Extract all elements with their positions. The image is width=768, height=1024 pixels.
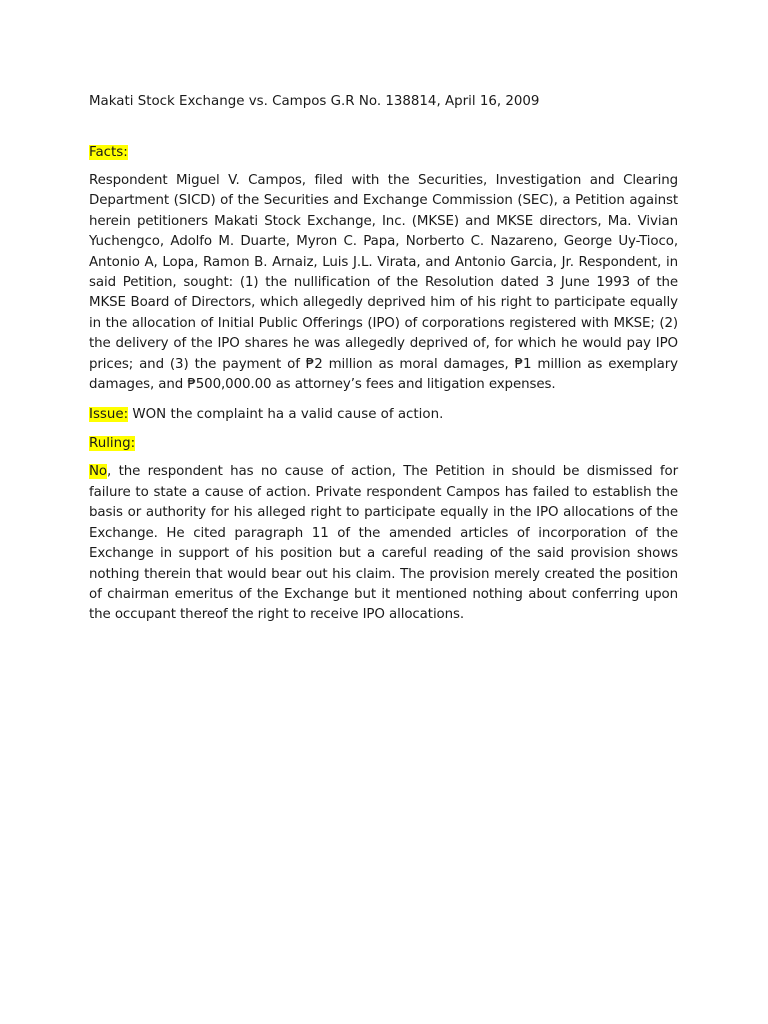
ruling-paragraph bbox=[89, 462, 678, 625]
facts-heading-highlight: Facts: bbox=[89, 145, 128, 160]
issue-line bbox=[89, 405, 678, 425]
ruling-heading bbox=[89, 434, 678, 454]
issue-label: Issue: bbox=[89, 407, 129, 423]
facts-heading bbox=[89, 143, 678, 163]
facts-paragraph: Respondent Miguel V. Campos, filed with the Securities, Investigation and Clearing Department (SICD) of the Securities and Exchange Commission (SEC), a Petition against herein petitioners Makati Stock Exchange, Inc. (MKSE) and MKSE directors, Ma. Vivian Yuchengco, Adolfo M. Duarte, Myron C. Papa, Norberto C. Nazareno, George Uy-Tioco, Antonio A, Lopa, Ramon B. Arnaiz, Luis J.L. Virata, and Antonio Garcia, Jr. Respondent, in said Petition, sought: (1) the nullification of the Resolution dated 3 June 1993 of the MKSE Board of Directors, which allegedly deprived him of his right to participate equally in the allocation of Initial Public Offerings (IPO) of corporations registered with MKSE; (2) the delivery of the IPO shares he was allegedly deprived of, for which he would pay IPO prices; and (3) the payment of ₱2 million as moral damages, ₱1 million as exemplary damages, and ₱500,000.00 as attorney’s fees and litigation expenses. bbox=[89, 173, 678, 393]
ruling-lead: No bbox=[89, 464, 108, 480]
document-page bbox=[89, 92, 678, 636]
ruling-body: , the respondent has no cause of action, The Petition in should be dismissed for failure to state a cause of action. Private respondent Campos has failed to establish the basis or authority for his alleged right to participate equally in the IPO allocations of the Exchange. He cited paragraph 11 of the amended articles of incorporation of the Exchange in support of his position but a careful reading of the said provision shows nothing therein that would bear out his claim. The provision merely created the position of chairman emeritus of the Exchange but it mentioned nothing about conferring upon the occupant thereof the right to receive IPO allocations. bbox=[89, 464, 678, 623]
ruling-heading-highlight: Ruling: bbox=[89, 436, 136, 452]
issue-text: WON the complaint ha a valid cause of action. bbox=[128, 407, 444, 423]
case-title: Makati Stock Exchange vs. Campos G.R No. 138814, April 16, 2009 bbox=[89, 94, 540, 109]
